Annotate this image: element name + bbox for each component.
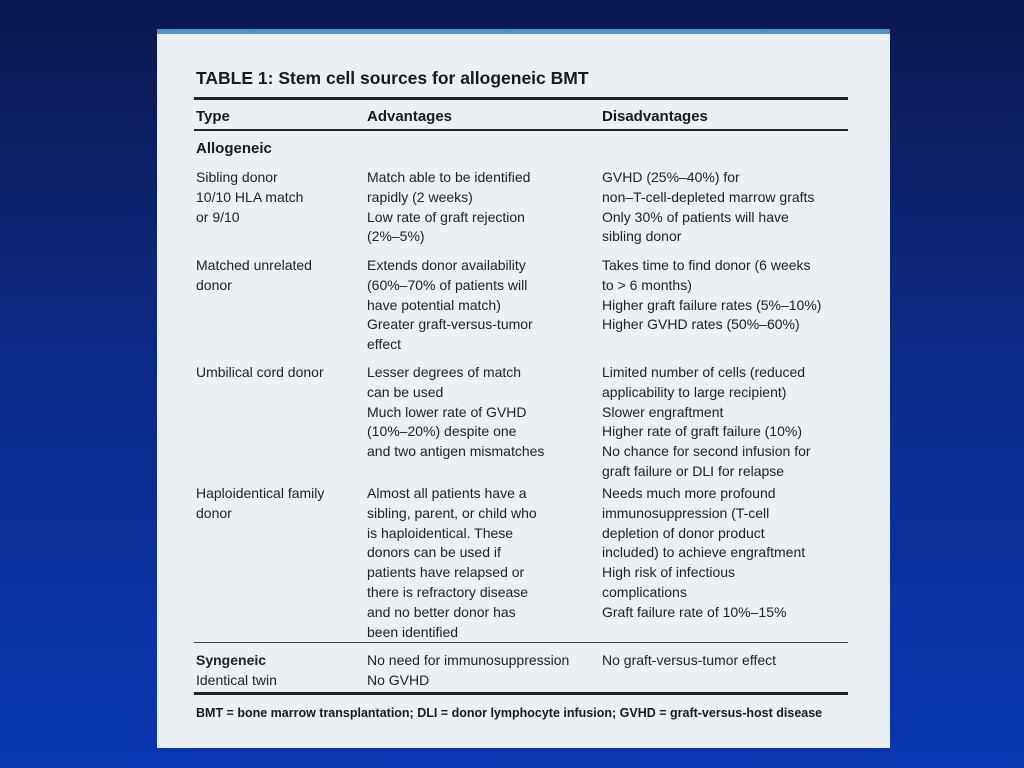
header-type: Type	[196, 108, 230, 125]
section-allogeneic: Allogeneic	[196, 140, 272, 157]
header-disadvantages: Disadvantages	[602, 108, 708, 125]
syngeneic-rule	[194, 642, 848, 643]
row-4-disadvantages: Needs much more profound immunosuppression (T-cell depletion of donor product included) to achieve engraftment High risk of infectious complications Graft failure rate of 10%–15%	[602, 485, 806, 620]
row-1-type: Sibling donor 10/10 HLA match or 9/10	[196, 169, 304, 225]
syngeneic-type: Identical twin	[196, 672, 277, 688]
syngeneic-label: Syngeneic	[196, 652, 267, 668]
table-title: TABLE 1: Stem cell sources for allogeneic BMT	[196, 68, 589, 88]
row-3-type: Umbilical cord donor	[196, 364, 324, 380]
row-3-advantages: Lesser degrees of match can be used Much lower rate of GVHD (10%–20%) despite one and two antigen mismatches	[367, 364, 545, 460]
header-rule	[194, 129, 848, 131]
row-2-disadvantages: Takes time to find donor (6 weeks to > 6 months) Higher graft failure rates (5%–10%) Higher GVHD rates (50%–60%)	[602, 257, 822, 333]
header-advantages: Advantages	[367, 108, 453, 125]
row-4-type: Haploidentical family donor	[196, 485, 325, 521]
top-rule	[194, 97, 848, 100]
row-1-advantages: Match able to be identified rapidly (2 weeks) Low rate of graft rejection (2%–5%)	[367, 169, 531, 245]
row-4-advantages: Almost all patients have a sibling, parent, or child who is haploidentical. These donors can be used if patients have relapsed or there is refractory disease and no better donor has been identified	[367, 485, 537, 640]
row-2-type: Matched unrelated donor	[196, 257, 312, 293]
syngeneic-advantages: No need for immunosuppression No GVHD	[367, 652, 570, 688]
table-card	[157, 29, 890, 748]
row-2-advantages: Extends donor availability (60%–70% of patients will have potential match) Greater graft-versus-tumor effect	[367, 257, 533, 353]
bottom-rule	[194, 692, 848, 695]
syngeneic-disadvantages: No graft-versus-tumor effect	[602, 652, 777, 668]
table-footnote: BMT = bone marrow transplantation; DLI = donor lymphocyte infusion; GVHD = graft-versus-host disease	[196, 706, 823, 720]
row-3-disadvantages: Limited number of cells (reduced applicability to large recipient) Slower engraftment Higher rate of graft failure (10%) No chance for second infusion for graft failure or DLI for relapse	[602, 364, 811, 479]
row-1-disadvantages: GVHD (25%–40%) for non–T-cell-depleted marrow grafts Only 30% of patients will have sibling donor	[602, 169, 815, 245]
